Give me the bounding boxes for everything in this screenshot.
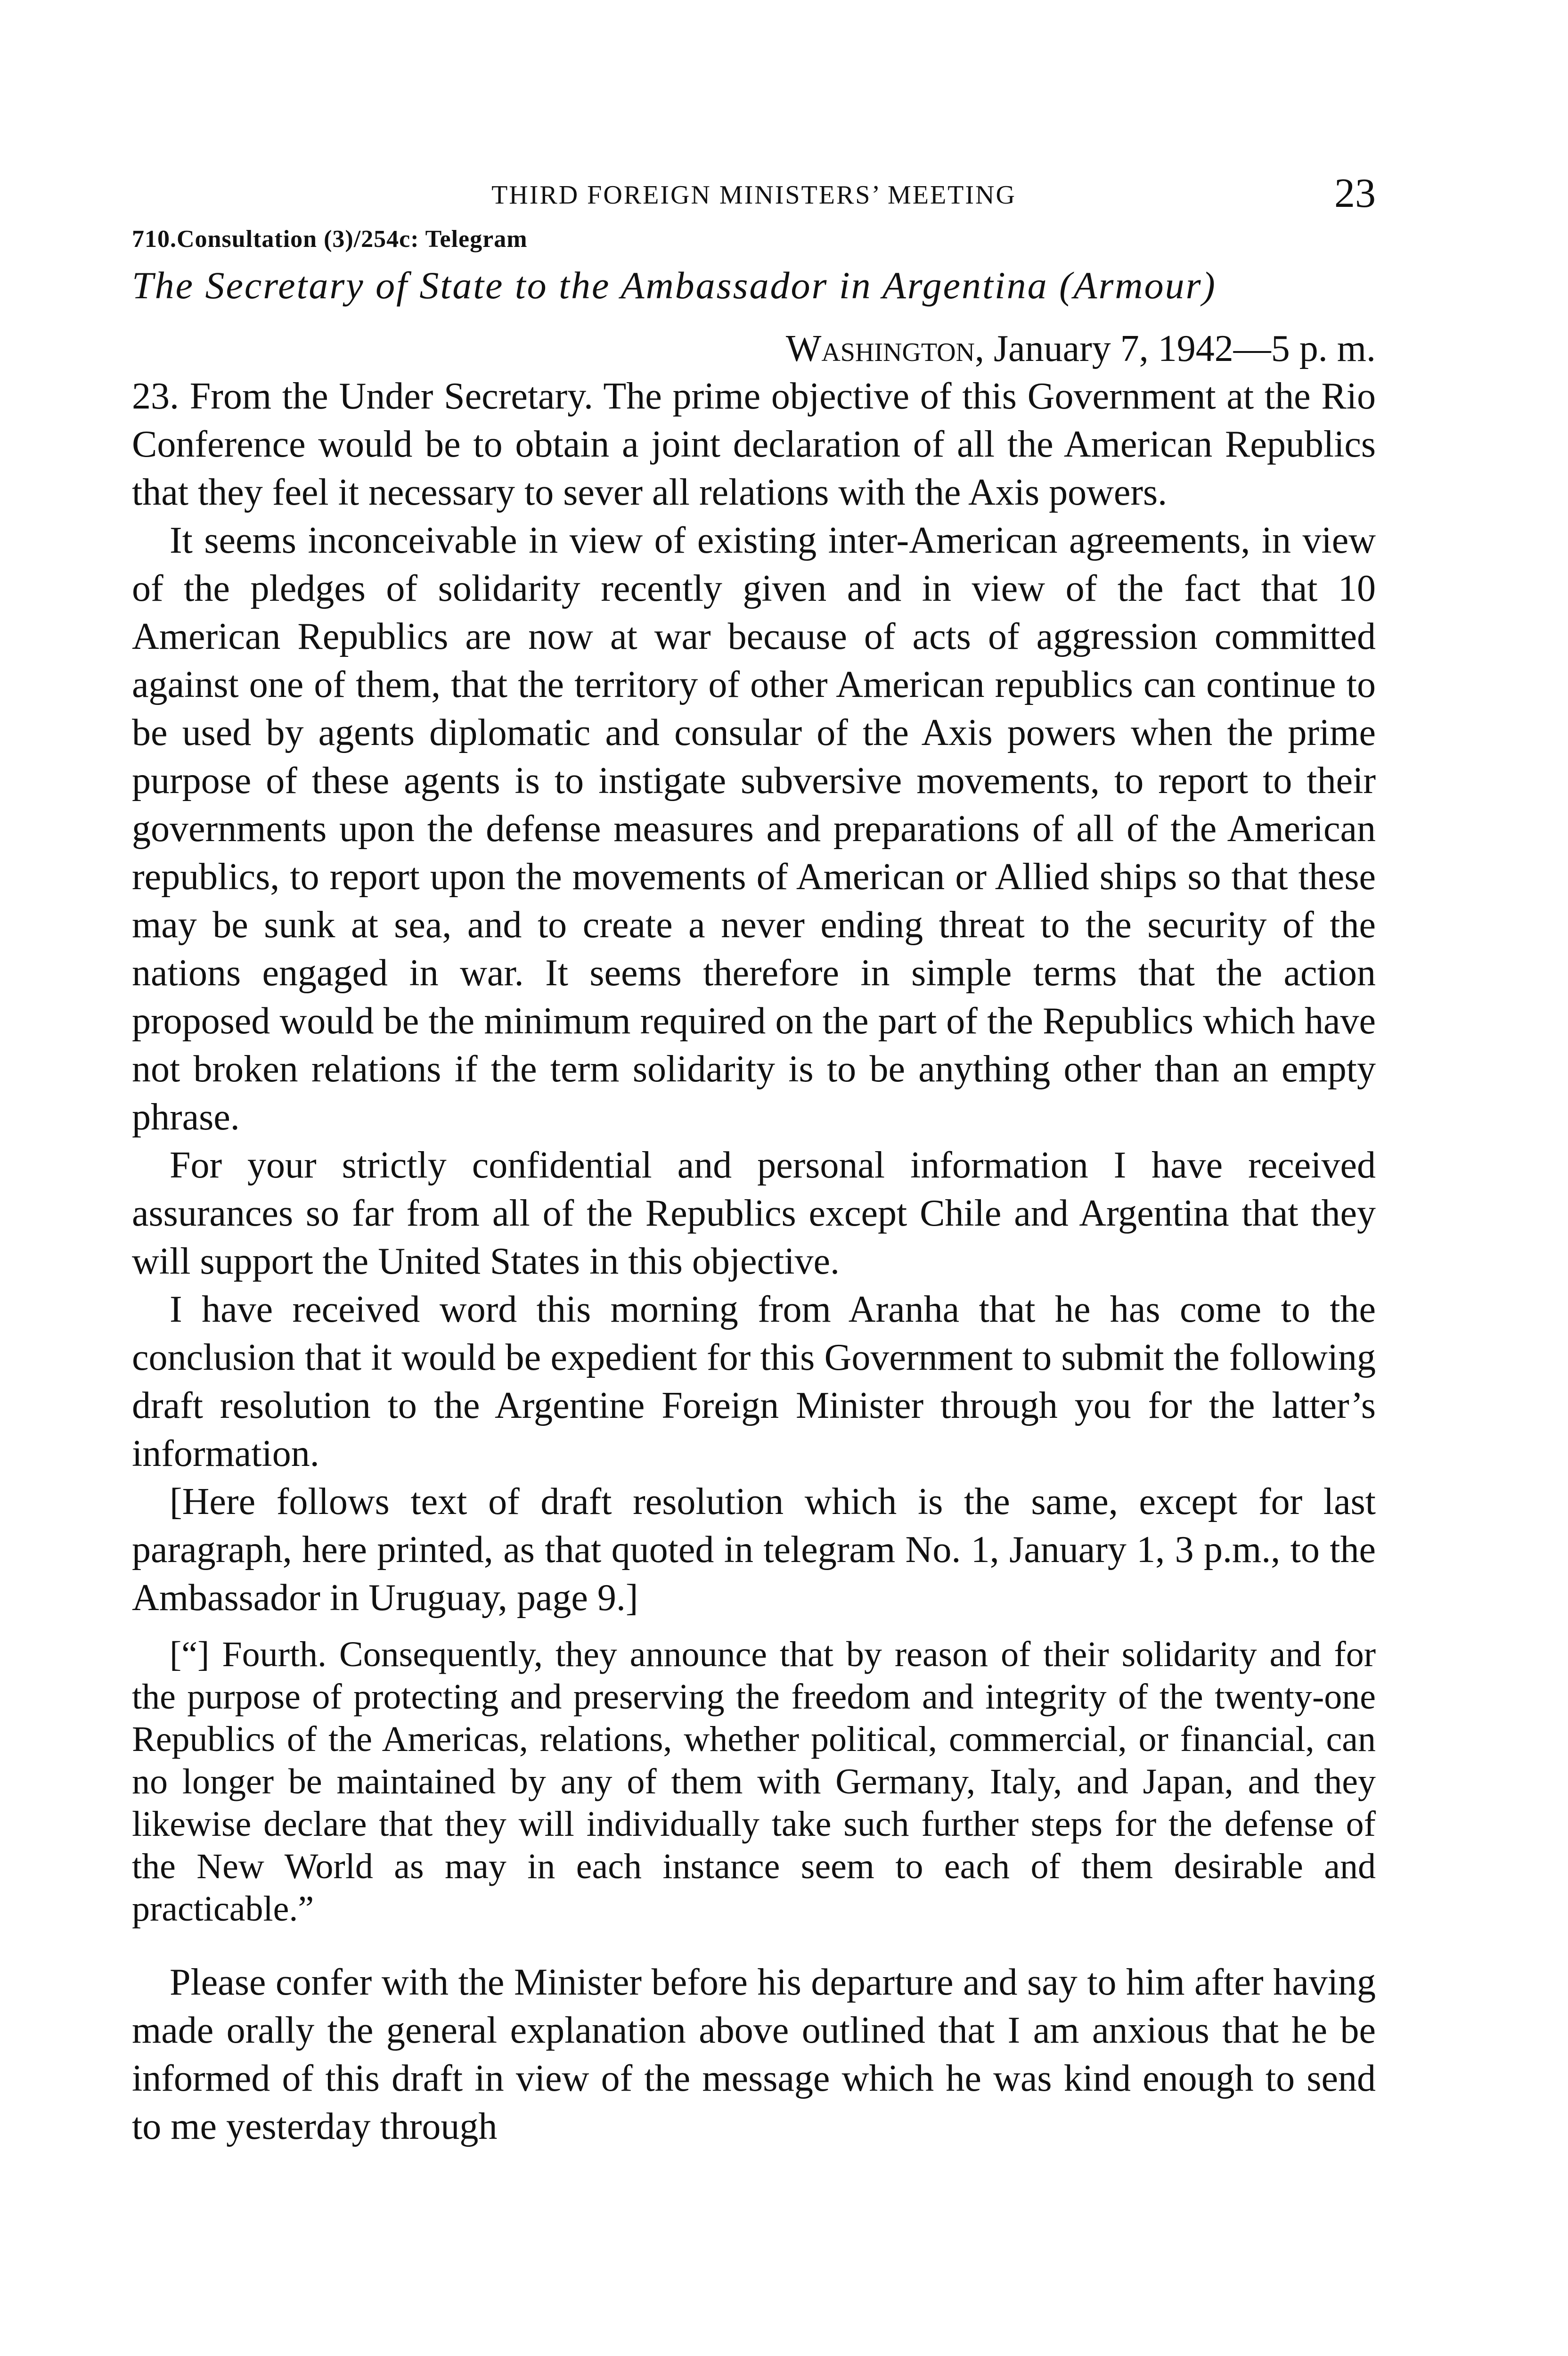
dateline xyxy=(132,327,1376,370)
closing-paragraph: Please confer with the Minister before his departure and say to him after having made orally the general explanation above outlined that I am anxious that he be informed of this draft in view of the message which he was kind enough to send to me yesterday through xyxy=(132,1962,1376,2148)
dateline-place: Washington xyxy=(785,328,975,370)
paragraph-4: I have received word this morning from Aranha that he has come to the conclusion that it would be expedient for this Government to submit the following draft resolution to the Argentine Foreign Minister through you for the latter’s information. xyxy=(132,1289,1376,1475)
paragraph-2: It seems inconceivable in view of existing inter-American agreements, in view of the pledges of solidarity recently given and in view of the fact that 10 American Republics are now at war because of acts of aggression committed against one of them, that the territory of other American republics can continue to be used by agents diplomatic and consular of the Axis powers when the prime purpose of these agents is to instigate subversive movements, to report to their governments upon the defense measures and preparations of all of the American republics, to report upon the movements of American or Allied ships so that these may be sunk at sea, and to create a never ending threat to the security of the nations engaged in war. It seems therefore in simple terms that the action proposed would be the minimum required on the part of the Republics which have not broken relations if the term solidarity is to be anything other than an empty phrase. xyxy=(132,520,1376,1138)
document-title: The Secretary of State to the Ambassador in Argentina (Armour) xyxy=(132,264,1217,307)
editorial-note: [Here follows text of draft resolution which is the same, except for last paragraph, here printed, as that quoted in telegram No. 1, January 1, 3 p.m., to the Ambassador in Uruguay, page 9.] xyxy=(132,1481,1376,1619)
file-reference: 710.Consultation (3)/254c: Telegram xyxy=(132,226,528,253)
running-header xyxy=(132,170,1376,217)
page-content xyxy=(132,170,1376,2151)
page-number: 23 xyxy=(1334,171,1376,216)
paragraph-3: For your strictly confidential and personal information I have received assurances so far from all of the Republics except Chile and Argentina that they will support the United States in this objective. xyxy=(132,1145,1376,1283)
running-title: THIRD FOREIGN MINISTERS’ MEETING xyxy=(491,180,1016,210)
dateline-date: , January 7, 1942—5 p. m. xyxy=(974,328,1376,370)
paragraph-1: 23. From the Under Secretary. The prime objective of this Government at the Rio Conference would be to obtain a joint declaration of all the American Republics that they feel it necessary to sever all relations with the Axis powers. xyxy=(132,376,1376,514)
quoted-resolution: [“] Fourth. Consequently, they announce that by reason of their solidarity and for the purpose of protecting and preserving the freedom and integrity of the twenty-one Republics of the Americas, relations, whether political, commercial, or financial, can no longer be maintained by any of them with Germany, Italy, and Japan, and they likewise declare that they will individually take such further steps for the defense of the New World as may in each instance seem to each of them desirable and practicable.” xyxy=(132,1635,1376,1929)
